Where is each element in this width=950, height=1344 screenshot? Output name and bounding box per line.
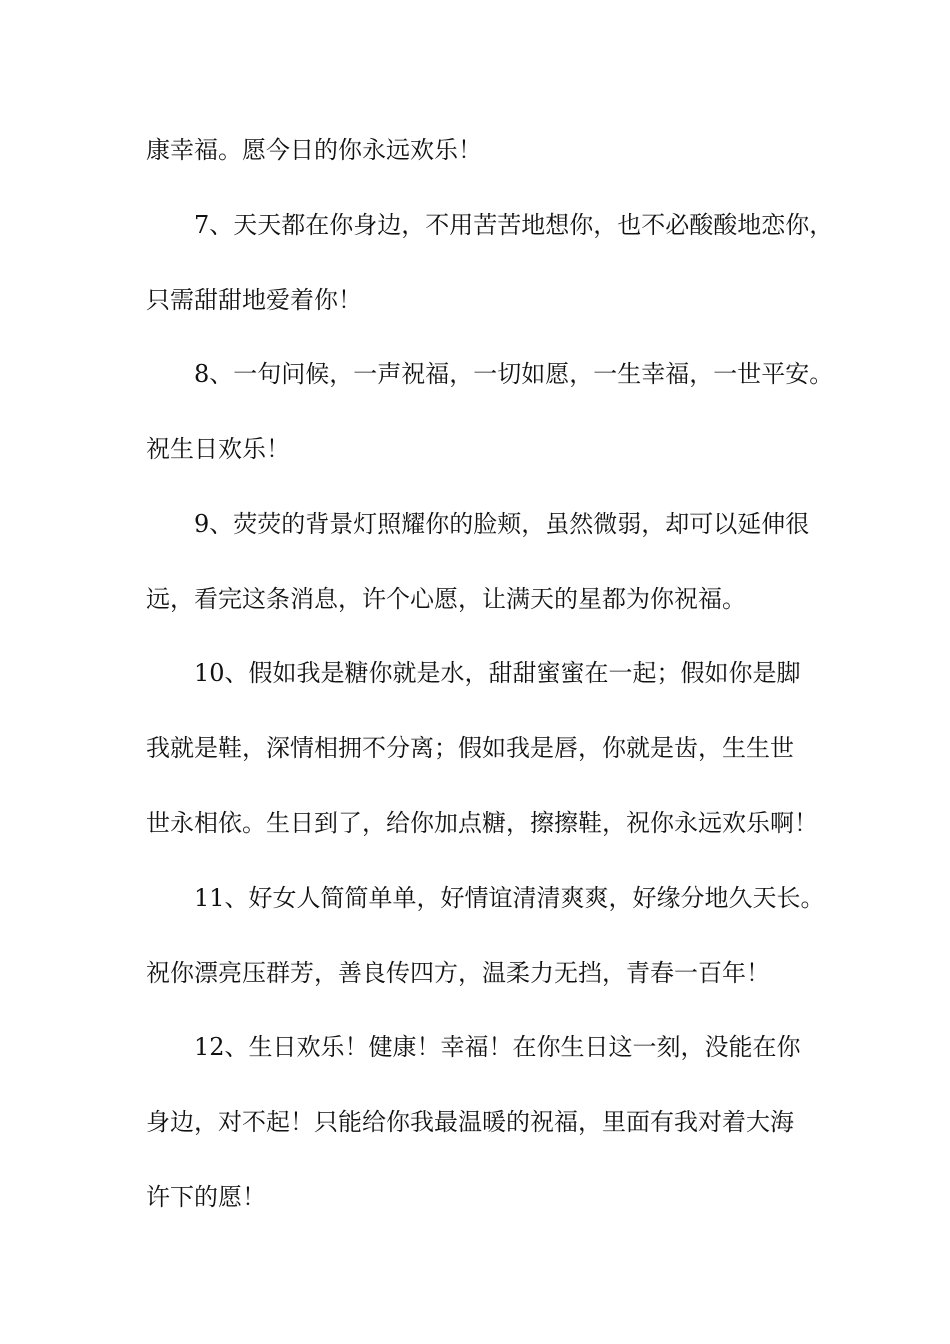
paragraph-8-line-1: 8、一句问候，一声祝福，一切如愿，一生幸福，一世平安。 [194, 360, 834, 389]
paragraph-9-line-2: 远，看完这条消息，许个心愿，让满天的星都为你祝福。 [146, 584, 746, 613]
paragraph-11-line-1: 11、好女人简简单单，好情谊清清爽爽，好缘分地久天长。 [194, 883, 825, 912]
paragraph-9-line-1: 9、荧荧的背景灯照耀你的脸颊，虽然微弱，却可以延伸很 [194, 509, 810, 538]
paragraph-12-line-1: 12、生日欢乐！健康！幸福！在你生日这一刻，没能在你 [194, 1033, 801, 1062]
paragraph-12-line-2: 身边，对不起！只能给你我最温暖的祝福，里面有我对着大海 [146, 1108, 794, 1137]
paragraph-10-line-2: 我就是鞋，深情相拥不分离；假如我是唇，你就是齿，生生世 [146, 734, 794, 763]
paragraph-8-line-2: 祝生日欢乐！ [146, 435, 290, 464]
document-body [146, 132, 834, 1216]
paragraph-12-line-3: 许下的愿！ [146, 1182, 266, 1211]
paragraph-7-line-1: 7、天天都在你身边，不用苦苦地想你，也不必酸酸地恋你， [194, 210, 834, 239]
text-line: 康幸福。愿今日的你永远欢乐！ [146, 136, 482, 164]
paragraph-7-line-2: 只需甜甜地爱着你！ [146, 285, 362, 314]
paragraph-10-line-1: 10、假如我是糖你就是水，甜甜蜜蜜在一起；假如你是脚 [194, 659, 801, 688]
paragraph-10-line-3: 世永相依。生日到了，给你加点糖，擦擦鞋，祝你永远欢乐啊！ [146, 809, 818, 838]
paragraph-11-line-2: 祝你漂亮压群芳，善良传四方，温柔力无挡，青春一百年！ [146, 958, 770, 987]
